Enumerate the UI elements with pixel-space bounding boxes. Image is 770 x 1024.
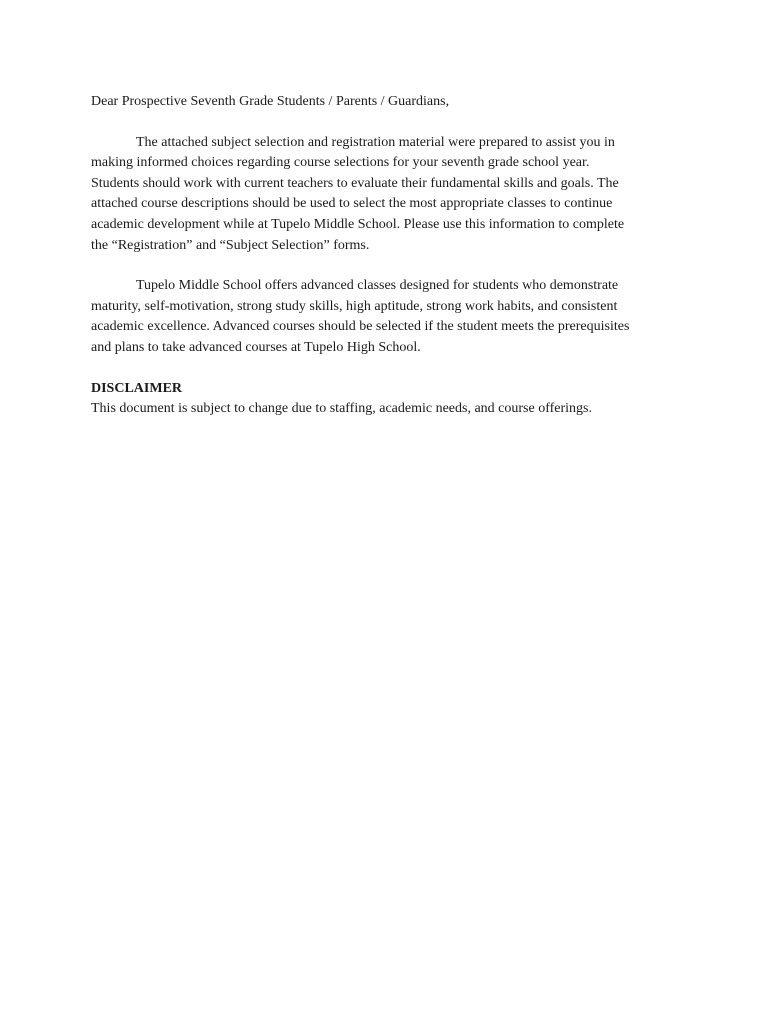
paragraph-registration-info	[91, 133, 691, 257]
paragraph-line: Tupelo Middle School offers advanced classes designed for students who demonstrate	[136, 278, 619, 294]
paragraph-line: Students should work with current teachers to evaluate their fundamental skills and goals. The	[91, 175, 619, 191]
disclaimer-heading: DISCLAIMER	[91, 380, 183, 396]
paragraph-line: academic development while at Tupelo Middle School. Please use this information to complete	[91, 216, 625, 232]
salutation: Dear Prospective Seventh Grade Students / Parents / Guardians,	[91, 94, 450, 109]
paragraph-line: making informed choices regarding course selections for your seventh grade school year.	[91, 155, 590, 171]
paragraph-line: academic excellence. Advanced courses should be selected if the student meets the prerequisites	[91, 319, 630, 335]
disclaimer-section	[91, 379, 691, 420]
disclaimer-text: This document is subject to change due to staffing, academic needs, and course offerings.	[91, 401, 592, 417]
letter-body	[91, 92, 691, 420]
paragraph-line: attached course descriptions should be used to select the most appropriate classes to continue	[91, 196, 613, 212]
paragraph-line: and plans to take advanced courses at Tupelo High School.	[91, 339, 421, 355]
paragraph-line: the “Registration” and “Subject Selection” forms.	[91, 237, 370, 253]
paragraph-advanced-classes	[91, 276, 691, 358]
paragraph-line: maturity, self-motivation, strong study skills, high aptitude, strong work habits, and consistent	[91, 298, 618, 314]
paragraph-line: The attached subject selection and registration material were prepared to assist you in	[136, 134, 615, 150]
